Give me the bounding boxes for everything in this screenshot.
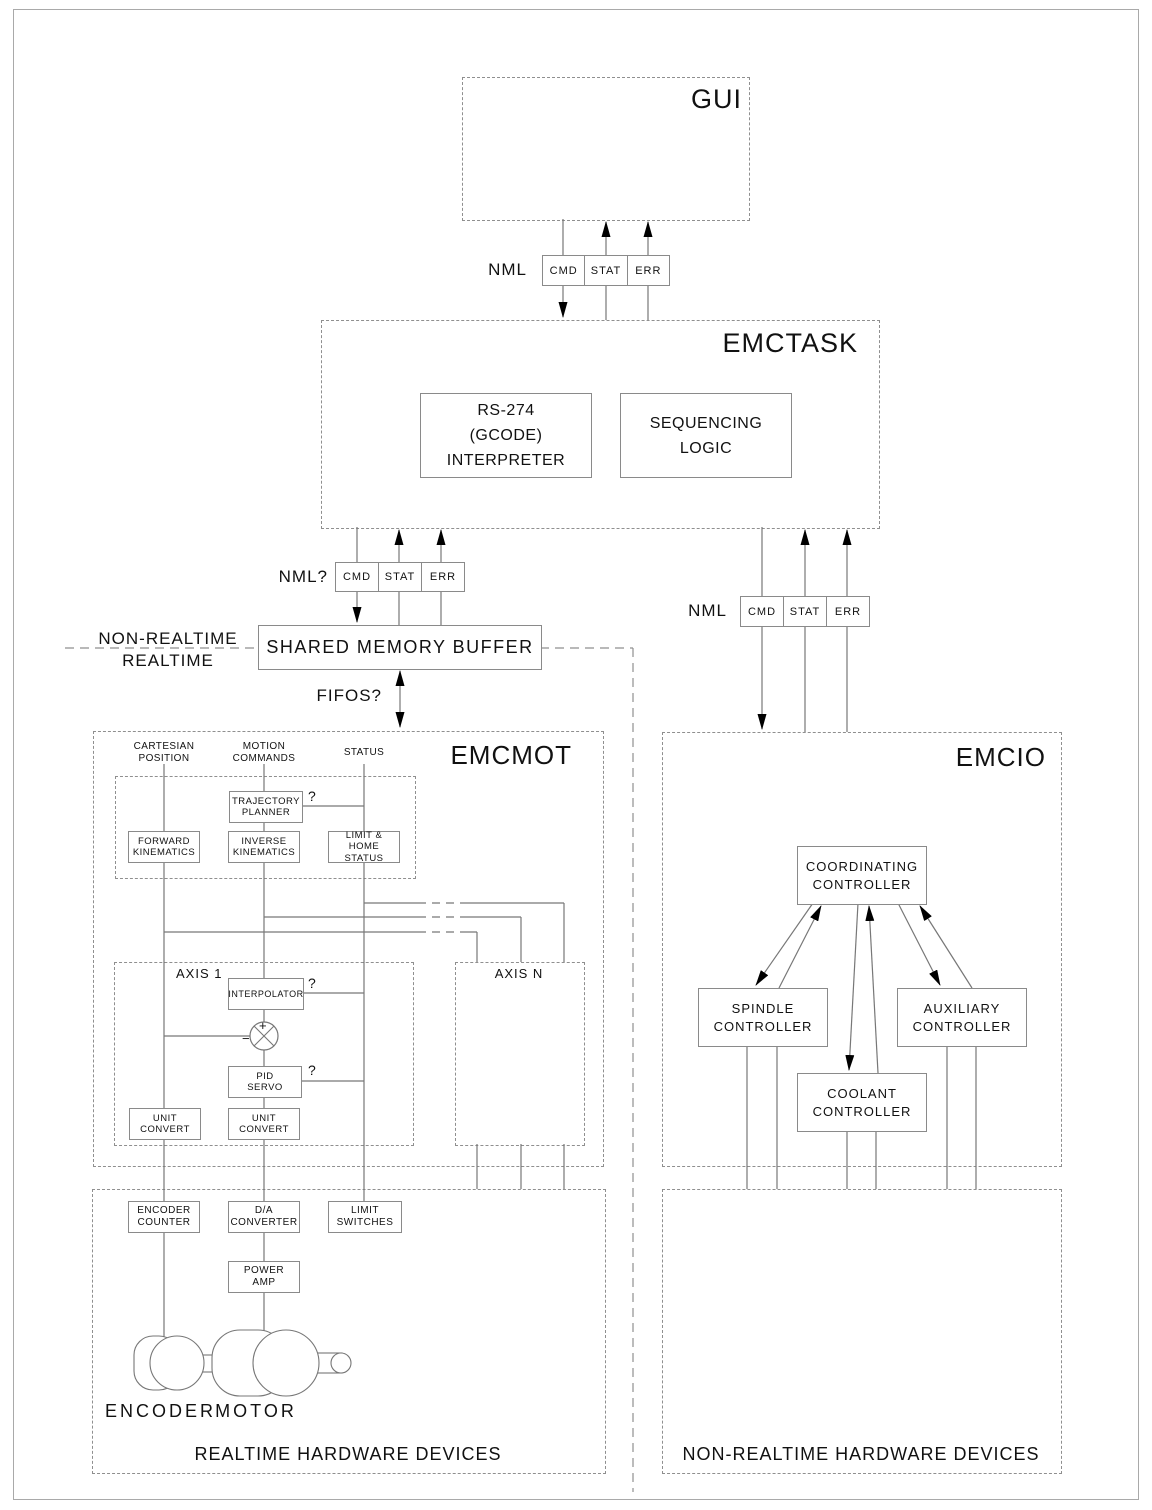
gui-title: GUI — [690, 84, 742, 114]
pid-servo-box: PID SERVO — [228, 1066, 302, 1098]
encoder-cap — [150, 1336, 204, 1390]
non-realtime-label: NON-REALTIME — [98, 629, 238, 648]
nml-left-cells — [335, 562, 465, 592]
summing-junction-icon — [242, 1018, 278, 1050]
pid-question-mark: ? — [308, 1062, 316, 1078]
nml-left-err: ERR — [421, 563, 464, 591]
encoder-counter-box: ENCODER COUNTER — [128, 1201, 200, 1233]
nml-right-label: NML — [688, 601, 727, 620]
motor-cap — [253, 1330, 319, 1396]
coolant-controller-box: COOLANT CONTROLLER — [797, 1073, 927, 1132]
fifos-label: FIFOS? — [316, 686, 382, 705]
motion-commands-header: MOTION COMMANDS — [232, 741, 296, 764]
realtime-hardware-title: REALTIME HARDWARE DEVICES — [194, 1444, 502, 1464]
rs274-interpreter-box — [420, 393, 592, 478]
nml-top-cells — [542, 255, 670, 286]
spindle-controller-box: SPINDLE CONTROLLER — [698, 988, 828, 1047]
nml-right-cmd: CMD — [747, 605, 777, 618]
realtime-label: REALTIME — [122, 651, 214, 670]
encoder-label: ENCODER — [105, 1401, 217, 1421]
interpolator-box: INTERPOLATOR — [228, 978, 304, 1010]
motor-label: MOTOR — [215, 1401, 297, 1421]
auxiliary-controller-box: AUXILIARY CONTROLLER — [897, 988, 1027, 1047]
nml-left-cmd: CMD — [342, 571, 372, 583]
sequencing-logic-box — [620, 393, 792, 478]
cartesian-position-header: CARTESIAN POSITION — [133, 741, 195, 764]
emcio-title: EMCIO — [955, 742, 1046, 772]
inverse-kinematics-box: INVERSE KINEMATICS — [228, 831, 300, 863]
unit-convert-mid-box: UNIT CONVERT — [228, 1108, 300, 1140]
nml-left-stat: STAT — [378, 563, 421, 591]
power-amp-box: POWER AMP — [228, 1261, 300, 1293]
rs274-line3: INTERPRETER — [446, 452, 566, 469]
axis1-label: AXIS 1 — [176, 966, 223, 981]
trajectory-question-mark: ? — [308, 788, 316, 804]
nml-right-err: ERR — [826, 597, 869, 626]
rs274-line2: (GCODE) — [469, 427, 543, 444]
rs274-line1: RS-274 — [477, 402, 535, 419]
sum-plus-sign: + — [259, 1018, 267, 1033]
da-converter-box: D/A CONVERTER — [228, 1201, 300, 1233]
nonrealtime-hardware-title: NON-REALTIME HARDWARE DEVICES — [682, 1444, 1040, 1464]
nml-top-label: NML — [488, 260, 527, 279]
emctask-title: EMCTASK — [722, 328, 858, 358]
nml-top-err: ERR — [627, 256, 669, 285]
interpolator-question-mark: ? — [308, 975, 316, 991]
nml-right-stat: STAT — [783, 597, 826, 626]
nml-right-cells — [740, 596, 870, 627]
plain-lines — [164, 219, 976, 1337]
forward-kinematics-box: FORWARD KINEMATICS — [128, 831, 200, 863]
nml-top-cmd: CMD — [549, 264, 578, 277]
emcmot-title: EMCMOT — [450, 740, 572, 770]
sum-minus-sign: − — [242, 1031, 250, 1046]
nml-left-label: NML? — [278, 567, 328, 586]
trajectory-planner-box: TRAJECTORY PLANNER — [229, 791, 303, 823]
nml-top-stat: STAT — [584, 256, 626, 285]
status-header: STATUS — [343, 747, 385, 758]
shared-memory-buffer-box — [258, 625, 542, 670]
limit-home-status-box: LIMIT & HOME STATUS — [328, 831, 400, 863]
motor-shaft-end — [331, 1353, 351, 1373]
axisn-label: AXIS N — [494, 966, 544, 981]
sequencing-line1: SEQUENCING — [649, 414, 763, 432]
encoder-motor-drawing — [134, 1330, 351, 1396]
shared-memory-buffer-label: SHARED MEMORY BUFFER — [266, 637, 534, 657]
coordinating-controller-box: COORDINATING CONTROLLER — [797, 846, 927, 905]
unit-convert-left-box: UNIT CONVERT — [129, 1108, 201, 1140]
limit-switches-box: LIMIT SWITCHES — [328, 1201, 402, 1233]
axisn-continuation-dashes — [418, 903, 464, 932]
sequencing-line2: LOGIC — [679, 439, 733, 457]
